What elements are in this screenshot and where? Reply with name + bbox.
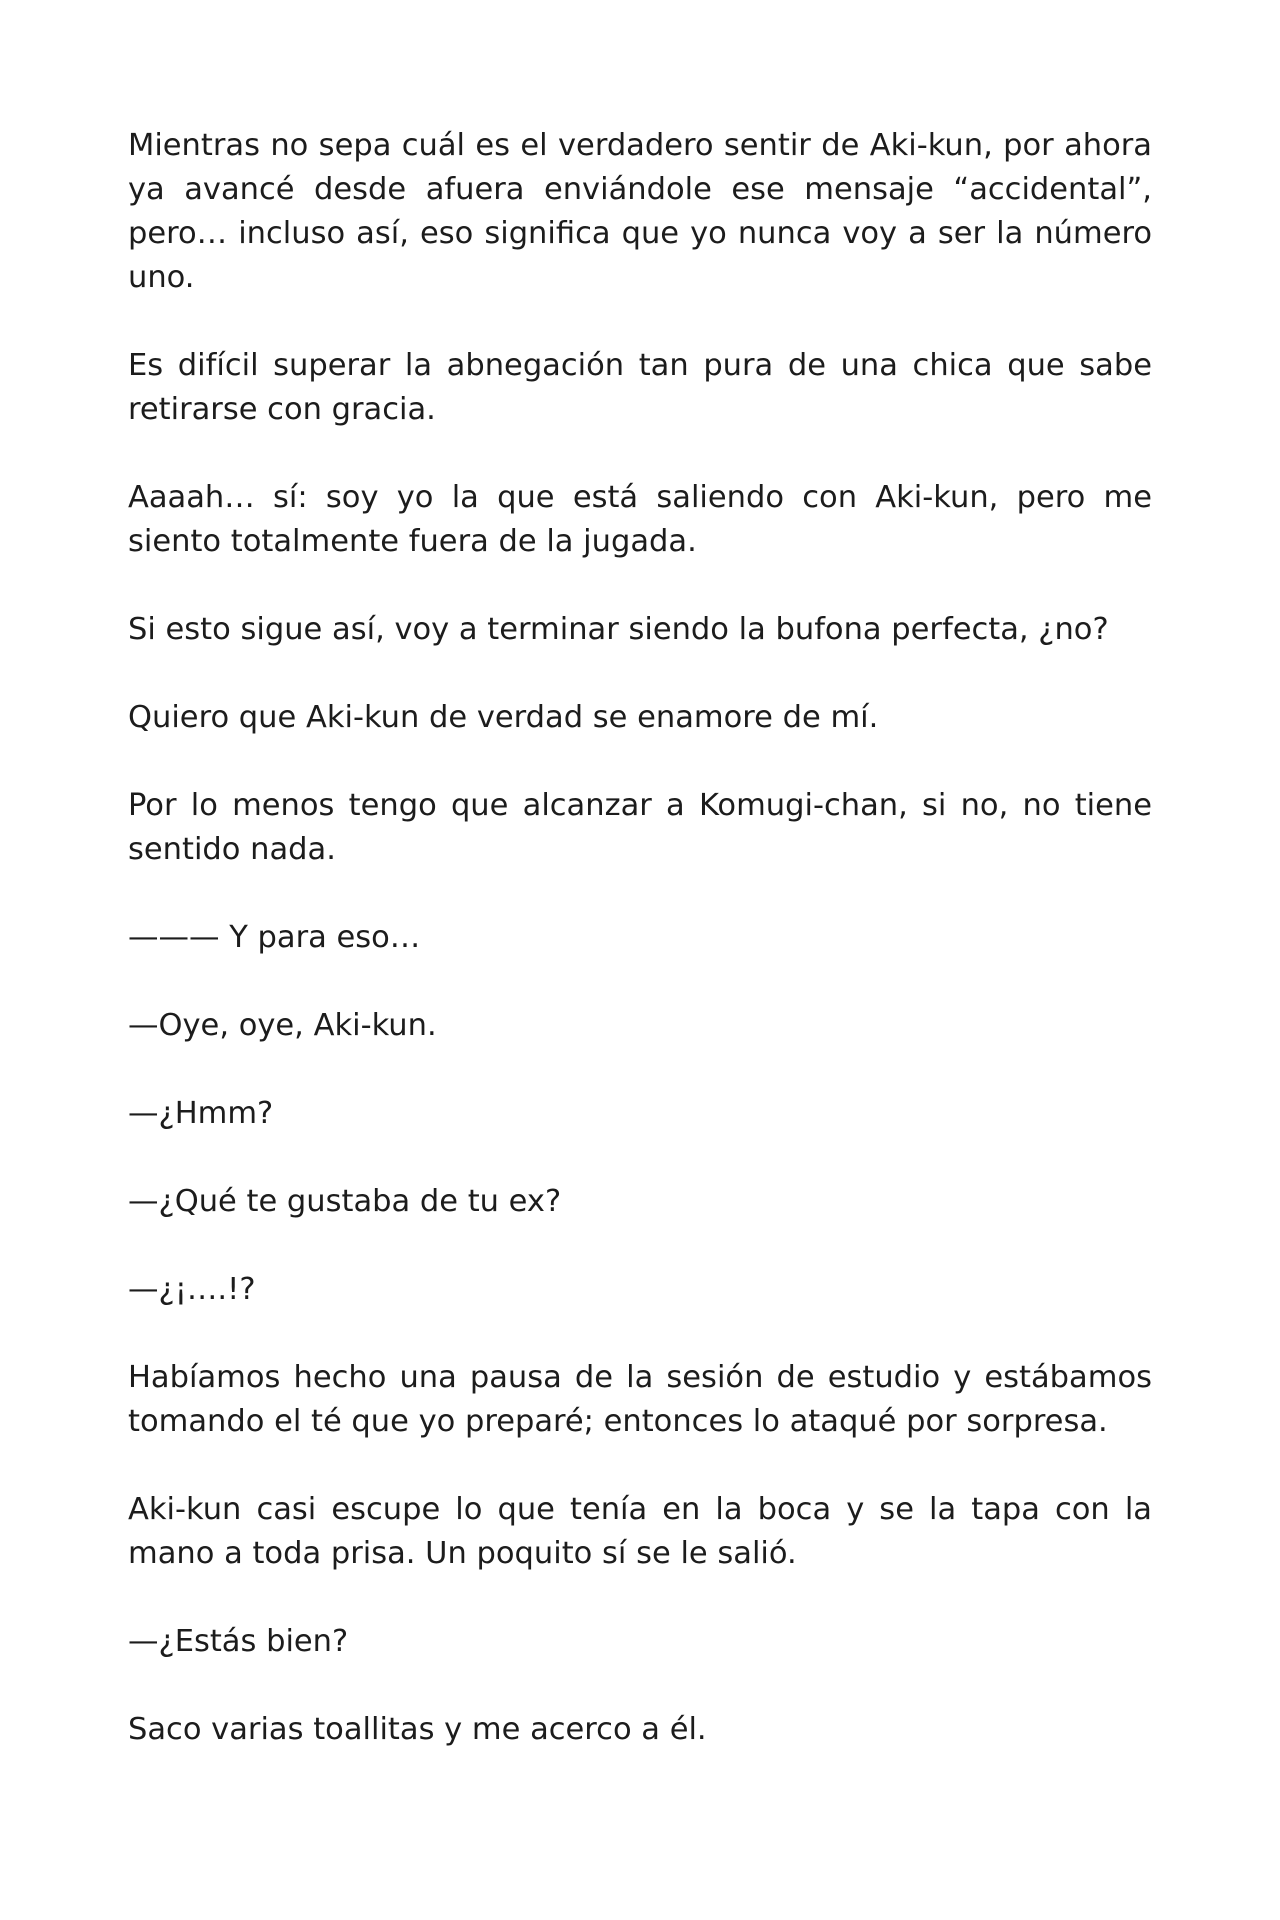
paragraph-12: Habíamos hecho una pausa de la sesión de estudio y estábamos tomando el té que yo preparé; entonces lo ataqué por sorpresa. <box>128 1360 1152 1439</box>
paragraph-11: —¿¡….!? <box>128 1272 256 1307</box>
paragraph-14: —¿Estás bien? <box>128 1624 349 1659</box>
paragraph-3: Aaaah… sí: soy yo la que está saliendo con Aki-kun, pero me siento totalmente fuera de la jugada. <box>128 480 1152 559</box>
paragraph-13: Aki-kun casi escupe lo que tenía en la boca y se la tapa con la mano a toda prisa. Un poquito sí se le salió. <box>128 1492 1152 1571</box>
paragraph-8: —Oye, oye, Aki-kun. <box>128 1008 437 1043</box>
paragraph-4: Si esto sigue así, voy a terminar siendo la bufona perfecta, ¿no? <box>128 612 1109 647</box>
paragraph-1: Mientras no sepa cuál es el verdadero sentir de Aki-kun, por ahora ya avancé desde afuera enviándole ese mensaje “accidental”, pero… incluso así, eso significa que yo nunca voy a ser la número uno. <box>128 128 1152 295</box>
paragraph-5: Quiero que Aki-kun de verdad se enamore de mí. <box>128 700 879 735</box>
paragraph-7: ——— Y para eso… <box>128 920 421 955</box>
paragraph-9: —¿Hmm? <box>128 1096 274 1131</box>
paragraph-15: Saco varias toallitas y me acerco a él. <box>128 1712 707 1747</box>
paragraph-10: —¿Qué te gustaba de tu ex? <box>128 1184 562 1219</box>
document-page <box>128 124 1152 1796</box>
paragraph-2: Es difícil superar la abnegación tan pura de una chica que sabe retirarse con gracia. <box>128 348 1152 427</box>
paragraph-6: Por lo menos tengo que alcanzar a Komugi-chan, si no, no tiene sentido nada. <box>128 788 1152 867</box>
